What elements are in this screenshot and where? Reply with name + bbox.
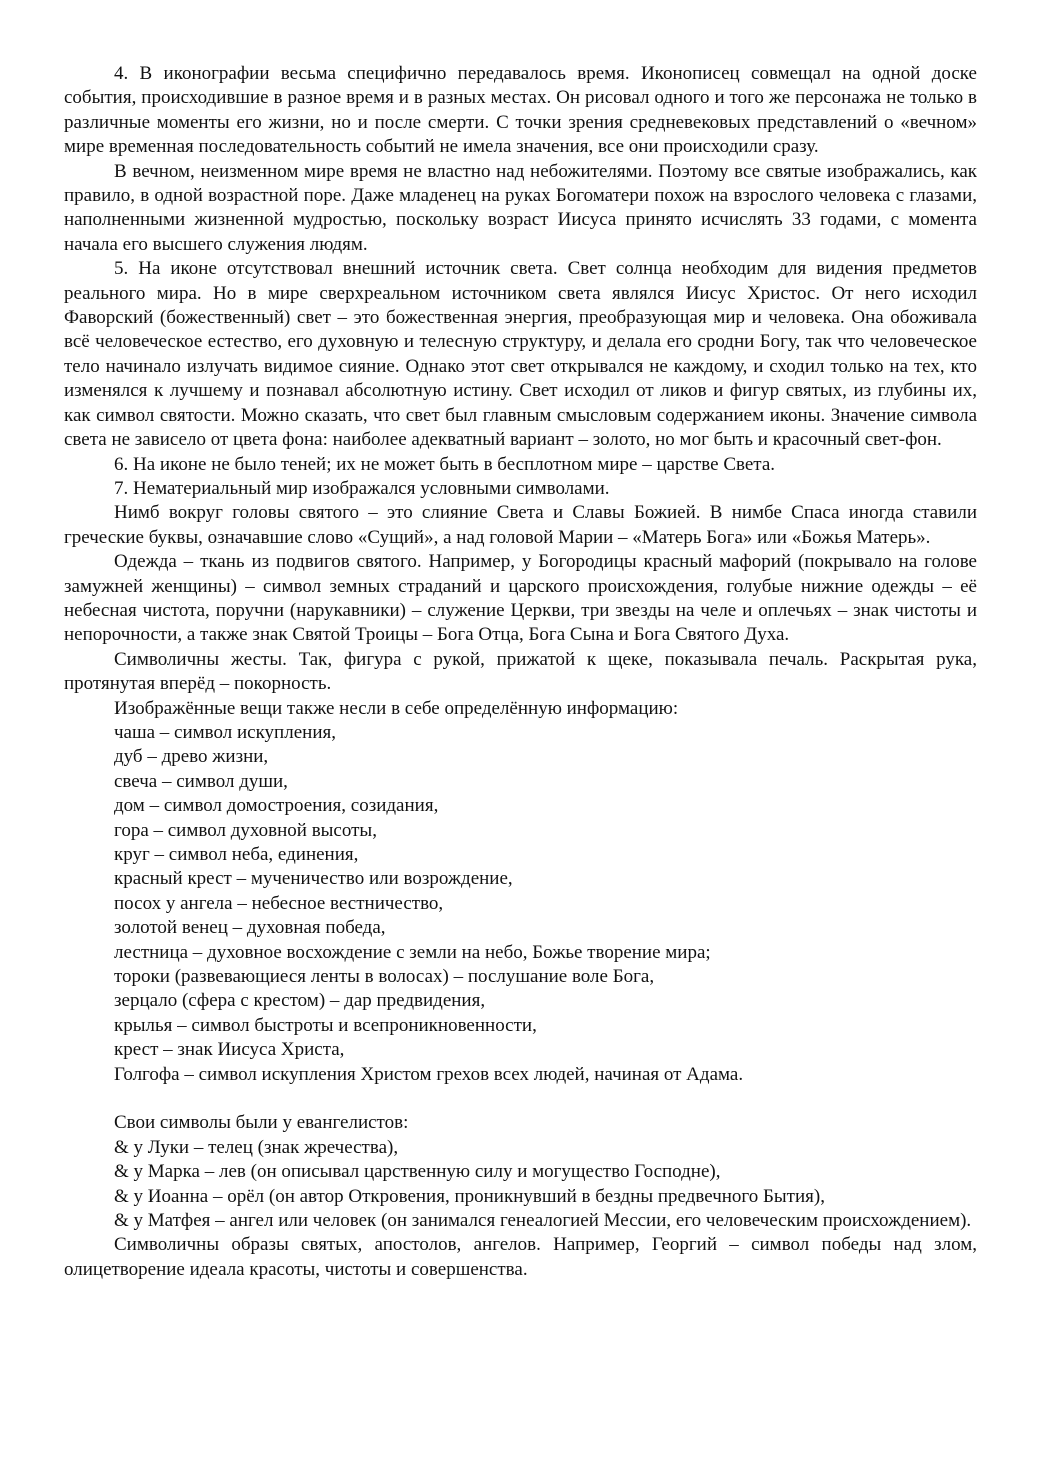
evangelists-intro: Свои символы были у евангелистов: (114, 1112, 409, 1134)
list-item: золотой венец – духовная победа, (114, 917, 386, 939)
list-item: крылья – символ быстроты и всепроникновенности, (114, 1014, 537, 1036)
list-item: & у Луки – телец (знак жречества), (114, 1136, 399, 1158)
paragraph-matthew: & у Матфея – ангел или человек (он занимался генеалогией Мессии, его человеческим происхождением). (114, 1210, 972, 1232)
list-item: красный крест – мученичество или возрождение, (114, 868, 513, 890)
blank-line (64, 1087, 977, 1111)
list-item: посох у ангела – небесное вестничество, (114, 892, 444, 914)
list-item: лестница – духовное восхождение с земли на небо, Божье творение мира; (114, 941, 711, 963)
list-item: Голгофа – символ искупления Христом грехов всех людей, начиная от Адама. (114, 1063, 744, 1085)
evangelists-list (64, 1136, 977, 1209)
list-item: дом – символ домостроения, созидания, (114, 795, 439, 817)
paragraph-time: 4. В иконографии весьма специфично передавалось время. Иконописец совмещал на одной доске события, происходившие в разное время и в разных местах. Он рисовал одного и того же персонажа не только в различные моменты его жизни, но и после смерти. С точки зрения средневековых представлений о «вечном» мире временная последовательность событий не имела значения, все они происходили сразу. (64, 63, 977, 158)
paragraph-eternal-world: В вечном, неизменном мире время не властно над небожителями. Поэтому все святые изображались, как правило, в одной возрастной поре. Даже младенец на руках Богоматери похож на взрослого человека с глазами, наполненными жизненной мудростью, поскольку возраст Иисуса принято исчислять 33 годами, с момента начала его высшего служения людям. (64, 160, 977, 255)
list-item: зерцало (сфера с крестом) – дар предвидения, (114, 990, 486, 1012)
list-item: & у Иоанна – орёл (он автор Откровения, проникнувший в бездны предвечного Бытия), (114, 1185, 825, 1207)
paragraph-objects-intro: Изображённые вещи также несли в себе определённую информацию: (114, 697, 679, 719)
paragraph-nimbus: Нимб вокруг головы святого – это слияние Света и Славы Божией. В нимбе Спаса иногда ставили греческие буквы, означавшие слово «Сущий», а над головой Марии – «Матерь Бога» или «Божья Матерь». (64, 502, 977, 548)
paragraph-saints: Символичны образы святых, апостолов, ангелов. Например, Георгий – символ победы над злом, олицетворение идеала красоты, чистоты и совершенства. (64, 1234, 977, 1280)
list-item: гора – символ духовной высоты, (114, 819, 377, 841)
paragraph-light: 5. На иконе отсутствовал внешний источник света. Свет солнца необходим для видения предметов реального мира. Но в мире сверхреальном источником света являлся Иисус Христос. От него исходил Фаворский (божественный) свет – это божественная энергия, преобразующая мир и человека. Она обоживала всё человеческое естество, его духовную и телесную структуру, и делала его сродни Богу, так что человеческое тело начинало излучать видимое сияние. Однако этот свет открывался не каждому, и сходил только на тех, кто изменялся к лучшему и познавал абсолютную истину. Свет исходил от ликов и фигур святых, из глубины их, как символ святости. Можно сказать, что свет был главным смысловым содержанием иконы. Значение символа света не зависело от цвета фона: наиболее адекватный вариант – золото, но мог быть и красочный свет-фон. (64, 258, 977, 451)
paragraph-shadows: 6. На иконе не было теней; их не может быть в бесплотном мире – царстве Света. (114, 453, 776, 475)
list-item: свеча – символ души, (114, 770, 288, 792)
symbols-list (64, 721, 977, 1087)
list-item: дуб – древо жизни, (114, 746, 269, 768)
list-item: крест – знак Иисуса Христа, (114, 1039, 345, 1061)
paragraph-clothing: Одежда – ткань из подвигов святого. Например, у Богородицы красный мафорий (покрывало на голове замужней женщины) – символ земных страданий и царского происхождения, голубые нижние одежды – её небесная чистота, поручни (нарукавники) – служение Церкви, три звезды на челе и оплечьях – знак чистоты и непорочности, а также знак Святой Троицы – Бога Отца, Бога Сына и Бога Святого Духа. (64, 551, 977, 646)
document-page (64, 62, 977, 1282)
list-item: круг – символ неба, единения, (114, 844, 359, 865)
paragraph-symbols-intro: 7. Нематериальный мир изображался условными символами. (114, 477, 610, 499)
paragraph-gestures: Символичны жесты. Так, фигура с рукой, прижатой к щеке, показывала печаль. Раскрытая рука, протянутая вперёд – покорность. (64, 648, 977, 695)
list-item: & у Марка – лев (он описывал царственную силу и могущество Господне), (114, 1161, 721, 1183)
list-item: тороки (развевающиеся ленты в волосах) – послушание воле Бога, (114, 966, 655, 988)
list-item: чаша – символ искупления, (114, 721, 336, 743)
